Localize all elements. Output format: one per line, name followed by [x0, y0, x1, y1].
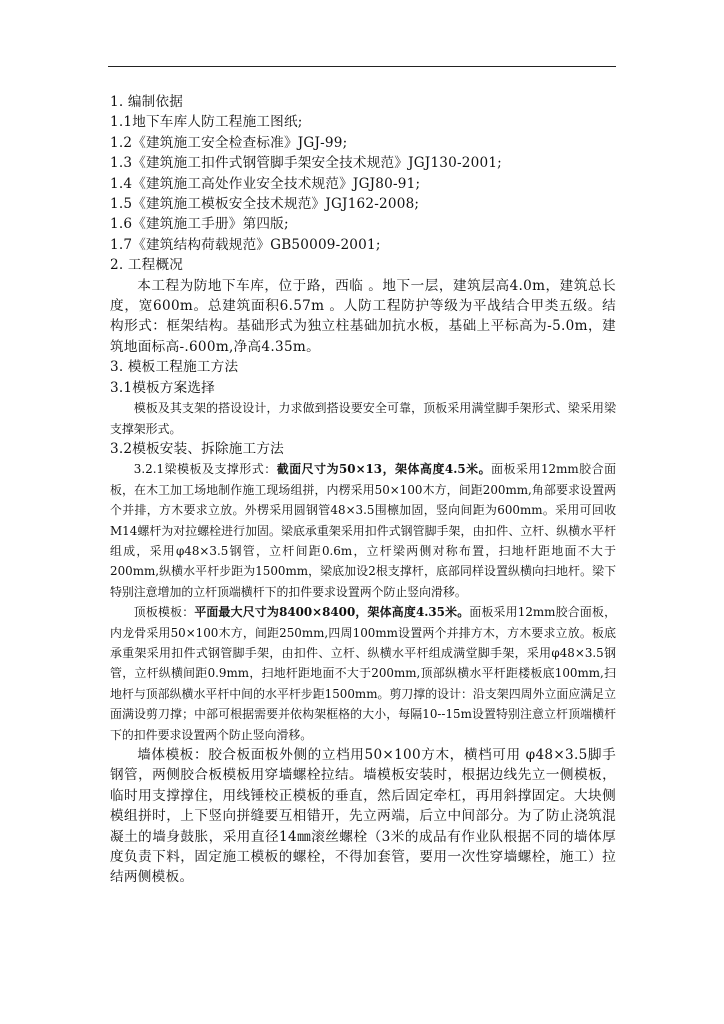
reference-item: 1.6《建筑施工手册》第四版; [110, 216, 289, 233]
project-overview-paragraph: 本工程为防地下车库，位于路，西临 。地下一层，建筑层高4.0m，建筑总长度，宽600m。总建筑面积6.57m 。人防工程防护等级为平战结合甲类五级。结构形式：框架结构。基础形式为独立柱基础加抗水板，基础上平标高为-5.0m，建筑地面标高-.600m,净高4.35m。 [110, 277, 616, 355]
slab-lead: 顶板模板： [133, 605, 195, 620]
section-3-title: 3. 模板工程施工方法 [110, 359, 239, 376]
beam-spec: 截面尺寸为50×13，架体高度4.5米。 [276, 462, 492, 477]
header-rule [108, 66, 616, 67]
wall-formwork-paragraph: 墙体模板：胶合板面板外侧的立档用50×100方木，横档可用 φ48×3.5脚手钢管，两侧胶合板模板用穿墙螺栓拉结。墙模板安装时，根据边线先立一侧模板，临时用支撑撑住，用线锤校正模板的垂直，然后固定牵杠，再用斜撑固定。大块侧模组拼时，上下竖向拼缝要互相错开，先立两端，后立中间部分。为了防止浇筑混凝土的墙身鼓胀，采用直径14㎜滚丝螺栓（3米的成品有作业队根据不同的墙体厚度负责下料，固定施工模板的螺栓，不得加套管，要用一次性穿墙螺栓，施工）拉结两侧模板。 [110, 747, 616, 886]
reference-item: 1.7《建筑结构荷载规范》GB50009-2001; [110, 236, 381, 253]
section-3-1-title: 3.1模板方案选择 [110, 379, 215, 396]
reference-item: 1.1地下车库人防工程施工图纸; [110, 114, 303, 131]
section-3-2-title: 3.2模板安装、拆除施工方法 [110, 440, 284, 457]
beam-body: 面板采用12mm胶合面板，在木工加工场地制作施工现场组拼，内楞采用50×100木方，间距200mm,角部要求设置两个并排，方木要求立放。外楞采用圆钢管48×3.5围檩加固，竖向间距为600mm。采用可回收M14螺杆为对拉螺栓进行加固。梁底承重架采用扣件式钢管脚手架，由扣件、立杆、纵横水平杆组成，采用φ48×3.5钢管，立杆间距0.6m，立杆梁两侧对称布置，扫地杆距地面不大于200mm,纵横水平杆步距为1500mm，梁底加设2根支撑杆，底部同样设置纵横向扫地杆。梁下特别注意增加的立杆顶端横杆下的扣件要求设置两个防止竖向滑移。 [110, 462, 616, 599]
reference-item: 1.3《建筑施工扣件式钢管脚手架安全技术规范》JGJ130-2001; [110, 155, 502, 172]
reference-item: 1.2《建筑施工安全检查标准》JGJ-99; [110, 134, 348, 151]
reference-item: 1.5《建筑施工模板安全技术规范》JGJ162-2008; [110, 196, 420, 213]
slab-formwork-paragraph [110, 602, 616, 745]
reference-item: 1.4《建筑施工高处作业安全技术规范》JGJ80-91; [110, 175, 421, 192]
section-1-title: 1. 编制依据 [110, 94, 184, 110]
slab-spec: 平面最大尺寸为8400×8400，架体高度4.35米。 [194, 605, 470, 620]
slab-body: 面板采用12mm胶合面板，内龙骨采用50×100木方，间距250mm,四周100mm设置两个并排方木，方木要求立放。板底承重架采用扣件式钢管脚手架，由扣件、立杆、纵横水平杆组成满堂脚手架，采用φ48×3.5钢管，立杆纵横间距0.9mm，扫地杆距地面不大于200mm,顶部纵横水平杆距楼板底100mm,扫地杆与顶部纵横水平杆中间的水平杆步距1500mm。剪刀撑的设计：沿支架四周外立面应满足立面满设剪刀撑；中部可根据需要并依构架框格的大小，每隔10--15m设置特别注意立杆顶端横杆下的扣件要求设置两个防止竖向滑移。 [110, 605, 616, 742]
document-body [110, 92, 616, 888]
beam-lead: 3.2.1梁模板及支撑形式： [133, 462, 277, 477]
beam-formwork-paragraph [110, 459, 616, 602]
formwork-scheme-paragraph: 模板及其支架的搭设设计，力求做到搭设要安全可靠，顶板采用满堂脚手架形式、梁采用梁支撑架形式。 [110, 401, 616, 436]
section-2-title: 2. 工程概况 [110, 257, 184, 274]
